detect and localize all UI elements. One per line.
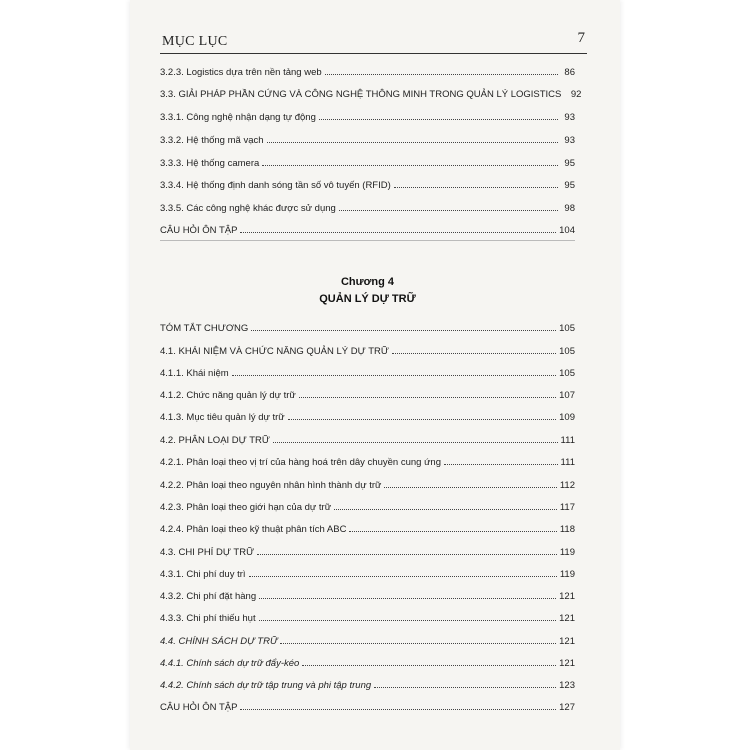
toc-entry[interactable]	[160, 86, 582, 100]
toc-entry-page: 118	[559, 524, 575, 535]
toc-entry[interactable]	[160, 633, 575, 647]
toc-entry-label: 4.1.1. Khái niệm	[160, 368, 229, 379]
toc-entry-label: 4.2. PHÂN LOẠI DỰ TRỮ	[160, 435, 271, 446]
toc-leader-dots	[349, 530, 556, 532]
toc-leader-dots	[259, 619, 557, 621]
toc-leader-dots	[280, 642, 556, 644]
toc-leader-dots	[251, 329, 556, 331]
toc-entry-page: 121	[559, 591, 575, 602]
toc-entry[interactable]	[160, 109, 575, 123]
toc-entry-page: 92	[570, 89, 582, 100]
toc-entry-page: 111	[560, 435, 575, 446]
toc-leader-dots	[394, 186, 558, 188]
toc-entry-page: 121	[559, 636, 575, 647]
toc-leader-dots	[288, 418, 556, 420]
toc-leader-dots	[374, 686, 556, 688]
toc-entry-page: 121	[559, 658, 575, 669]
toc-leader-dots	[319, 118, 558, 120]
toc-entry-label: 4.3. CHI PHÍ DỰ TRỮ	[160, 547, 255, 558]
toc-entry-label: TÓM TẮT CHƯƠNG	[160, 323, 249, 334]
toc-entry-label: 3.3.5. Các công nghệ khác được sử dụng	[160, 203, 336, 214]
toc-entry-label: 3.3. GIẢI PHÁP PHẦN CỨNG VÀ CÔNG NGHỆ THÔNG MINH TRONG QUẢN LÝ LOGISTICS	[160, 89, 562, 100]
chapter-title: QUẢN LÝ DỰ TRỮ	[319, 293, 416, 305]
chapter-heading: Chương 4	[340, 276, 395, 288]
toc-entry-page: 123	[559, 680, 575, 691]
header-title: MỤC LỤC	[162, 34, 228, 49]
toc-entry-page: 119	[559, 547, 575, 558]
toc-entry-page: 105	[559, 323, 575, 334]
toc-entry-label: 4.4.1. Chính sách dự trữ đẩy-kéo	[160, 658, 300, 669]
toc-entry-label: 4.3.1. Chi phí duy trì	[160, 569, 246, 580]
toc-entry-label: 4.1.2. Chức năng quản lý dự trữ	[160, 390, 296, 401]
toc-entry[interactable]	[160, 610, 575, 624]
toc-entry[interactable]	[160, 588, 575, 602]
toc-leader-dots	[325, 73, 558, 75]
toc-entry-label: 4.4. CHÍNH SÁCH DỰ TRỮ	[160, 636, 278, 647]
toc-entry[interactable]	[160, 365, 575, 379]
toc-entry[interactable]	[160, 432, 575, 446]
page-header	[160, 28, 615, 52]
toc-entry[interactable]	[160, 222, 575, 236]
toc-entry-label: 4.3.2. Chi phí đặt hàng	[160, 591, 257, 602]
toc-leader-dots	[384, 486, 556, 488]
toc-leader-dots	[249, 575, 557, 577]
toc-entry[interactable]	[160, 343, 575, 357]
toc-leader-dots	[232, 374, 556, 376]
toc-entry[interactable]	[160, 499, 575, 513]
toc-entry-page: 93	[564, 112, 575, 123]
toc-leader-dots	[302, 664, 556, 666]
toc-entry-page: 127	[559, 702, 575, 713]
toc-entry-label: 4.3.3. Chi phí thiếu hụt	[160, 613, 256, 624]
toc-leader-dots	[339, 209, 558, 211]
toc-entry-label: 4.1.3. Mục tiêu quản lý dự trữ	[160, 412, 285, 423]
toc-entry-label: 4.4.2. Chính sách dự trữ tập trung và phi tập trung	[160, 680, 372, 691]
toc-leader-dots	[444, 463, 558, 465]
toc-entry-page: 109	[559, 412, 575, 423]
toc-leader-dots	[392, 352, 556, 354]
book-page	[130, 0, 620, 750]
toc-entry[interactable]	[160, 132, 575, 146]
toc-entry[interactable]	[160, 320, 575, 334]
toc-entry[interactable]	[160, 155, 575, 169]
toc-leader-dots	[259, 597, 556, 599]
toc-leader-dots	[334, 508, 557, 510]
toc-entry-page: 107	[559, 390, 575, 401]
toc-entry[interactable]	[160, 477, 575, 491]
toc-entry-page: 119	[559, 569, 575, 580]
toc-entry-label: CÂU HỎI ÔN TẬP	[160, 702, 238, 713]
toc-entry[interactable]	[160, 454, 575, 468]
toc-entry-label: 4.2.1. Phân loại theo vị trí của hàng hoá trên dây chuyền cung ứng	[160, 457, 441, 468]
toc-entry-label: 3.3.1. Công nghệ nhận dạng tự động	[160, 112, 316, 123]
toc-entry-page: 105	[559, 368, 575, 379]
toc-entry-label: 3.3.4. Hệ thống định danh sóng tần số vô tuyến (RFID)	[160, 180, 391, 191]
header-rule	[160, 53, 587, 54]
toc-leader-dots	[262, 164, 558, 166]
toc-entry[interactable]	[160, 64, 575, 78]
toc-leader-dots	[267, 141, 558, 143]
toc-entry[interactable]	[160, 409, 575, 423]
toc-entry-page: 93	[564, 135, 575, 146]
toc-entry[interactable]	[160, 177, 575, 191]
toc-entry[interactable]	[160, 521, 575, 535]
toc-entry-label: 3.3.3. Hệ thống camera	[160, 158, 260, 169]
toc-entry-page: 111	[560, 457, 575, 468]
toc-entry-label: 3.3.2. Hệ thống mã vạch	[160, 135, 264, 146]
toc-entry-page: 86	[564, 67, 575, 78]
toc-entry-page: 95	[564, 180, 575, 191]
toc-entry-label: CÂU HỎI ÔN TẬP	[160, 225, 238, 236]
toc-entry[interactable]	[160, 699, 575, 713]
section-divider	[160, 240, 575, 241]
toc-entry-page: 112	[559, 480, 575, 491]
toc-entry-label: 4.2.4. Phân loại theo kỹ thuật phân tích ABC	[160, 524, 347, 535]
toc-leader-dots	[240, 708, 556, 710]
toc-entry[interactable]	[160, 655, 575, 669]
toc-entry[interactable]	[160, 677, 575, 691]
toc-leader-dots	[299, 396, 556, 398]
toc-entry-page: 104	[559, 225, 575, 236]
toc-entry-page: 105	[559, 346, 575, 357]
toc-entry[interactable]	[160, 387, 575, 401]
toc-leader-dots	[240, 231, 556, 233]
toc-entry[interactable]	[160, 566, 575, 580]
toc-entry-label: 4.2.2. Phân loại theo nguyên nhân hình thành dự trữ	[160, 480, 382, 491]
toc-entry-label: 4.1. KHÁI NIỆM VÀ CHỨC NĂNG QUẢN LÝ DỰ TRỮ	[160, 346, 389, 357]
toc-entry[interactable]	[160, 200, 575, 214]
toc-entry-label: 3.2.3. Logistics dựa trên nền tảng web	[160, 67, 322, 78]
toc-leader-dots	[273, 441, 558, 443]
toc-entry-page: 121	[559, 613, 575, 624]
toc-entry-page: 98	[564, 203, 575, 214]
toc-entry[interactable]	[160, 544, 575, 558]
toc-entry-page: 117	[559, 502, 575, 513]
header-page-number: 7	[577, 30, 585, 46]
toc-entry-label: 4.2.3. Phân loại theo giới hạn của dự trữ	[160, 502, 332, 513]
toc-entry-page: 95	[564, 158, 575, 169]
toc-leader-dots	[257, 553, 557, 555]
